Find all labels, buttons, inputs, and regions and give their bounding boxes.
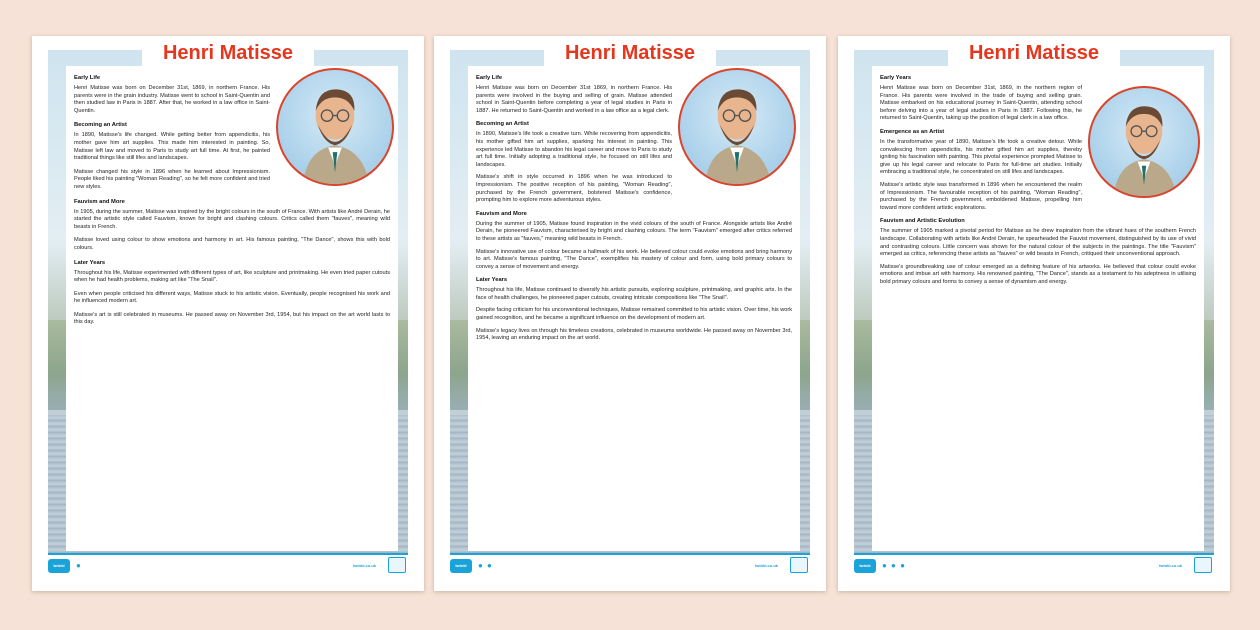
section-heading: Fauvism and Artistic Evolution	[880, 218, 965, 225]
section-heading: Becoming an Artist	[476, 121, 529, 128]
worksheet-page-1	[32, 36, 424, 591]
section-heading: Later Years	[74, 259, 106, 266]
page-title: Henri Matisse	[544, 40, 716, 66]
matisse-portrait-icon	[678, 68, 796, 186]
paragraph: Matisse's legacy lives on through his timeless creations, celebrated in museums worldwide. He passed away on November 3rd, 1954, leaving an enduring impact on the art world.	[476, 327, 792, 342]
paragraph: In 1890, Matisse's life changed. While getting better from appendicitis, his mother gave him art supplies. This made him interested in painting. So, Matisse left law and moved to Paris to study art full time. At first, he painted traditional things like still lifes and landscapes.	[74, 132, 270, 162]
difficulty-dots: ● ●	[478, 561, 493, 570]
badge-icon	[388, 557, 406, 573]
paragraph: Even when people criticised his different ways, Matisse stuck to his artistic vision. Eventually, people recognised his work and he influenced modern art.	[74, 290, 390, 305]
page-footer	[48, 553, 408, 577]
section-heading: Early Years	[880, 75, 912, 81]
section-heading: Early Life	[476, 75, 503, 81]
twinkl-logo: twinkl	[48, 559, 70, 573]
text-panel	[468, 66, 800, 551]
site-link: twinkl.co.uk	[353, 563, 376, 568]
site-link: twinkl.co.uk	[1159, 563, 1182, 568]
page-title: Henri Matisse	[948, 40, 1120, 66]
twinkl-logo: twinkl	[450, 559, 472, 573]
paragraph: In the transformative year of 1890, Matisse's life took a creative detour. While convalescing from appendicitis, his mother gifted him art supplies, thereby igniting his fascination with painting. This pivotal experience prompted Matisse to give up his legal career and relocate to Paris for full-time art studies. Initially embracing a traditional style, he concentrated on still lifes and landscapes.	[880, 138, 1082, 176]
section-heading: Early Life	[74, 75, 101, 81]
page-footer	[854, 553, 1214, 577]
paragraph: Henri Matisse was born on December 31st 1869, in northern France. His parents were involved in the buying and selling of grain. Matisse attended school in Saint-Quentin before completing a year of legal studies in Paris in 1887. He returned to Saint-Quentin and worked in a law office as a legal clerk.	[476, 85, 672, 114]
difficulty-dots: ● ● ●	[882, 561, 906, 570]
paragraph: Matisse's innovative use of colour became a hallmark of his work. He believed colour could evoke emotions and bring harmony to art. Matisse's famous painting, "The Dance", exemplifies his mastery of colour and form, using bold primary colours to convey a sense of movement and energy.	[476, 248, 792, 270]
section-heading: Emergence as an Artist	[880, 128, 945, 135]
difficulty-dots: ●	[76, 561, 82, 570]
text-panel	[872, 66, 1204, 551]
paragraph: Matisse loved using colour to show emotions and harmony in art. His famous painting, "The Dance", shows this with bold colours.	[74, 237, 390, 251]
worksheet-page-2	[434, 36, 826, 591]
badge-icon	[790, 557, 808, 573]
section-heading: Fauvism and More	[74, 198, 125, 205]
paragraph: Despite facing criticism for his unconventional techniques, Matisse remained committed to his artistic vision. Over time, his work gained recognition, and he became a significant influence on the development of modern art.	[476, 307, 792, 322]
section-heading: Later Years	[476, 277, 508, 284]
matisse-portrait-icon	[276, 68, 394, 186]
paragraph: Henri Matisse was born on December 31st, 1869, in northern France. His parents were in the grain industry. Matisse went to school in Saint-Quentin and then studied law in Paris in 1887. After that, he worked in a law office in Saint-Quentin.	[74, 85, 270, 114]
paragraph: Matisse's groundbreaking use of colour emerged as a defining feature of his artworks. He believed that colour could evoke emotions and imbue art with harmony. His renowned painting, "The Dance", stands as a testament to his adeptness in utilising bold primary colours and forms to convey a sense of dynamism and energy.	[880, 263, 1196, 285]
paragraph: Henri Matisse was born on December 31st, 1869, in the northern region of France. His parents were involved in the trade of buying and selling grain. Matisse embarked on his educational journey in Saint-Quentin, attending school before delving into a year of legal studies in Paris in 1887. Following this, he returned to Saint-Quentin, taking up the position of legal clerk in a law office.	[880, 85, 1082, 122]
page-title: Henri Matisse	[142, 40, 314, 66]
matisse-portrait-icon	[1088, 86, 1200, 198]
paragraph: The summer of 1905 marked a pivotal period for Matisse as he drew inspiration from the vibrant hues of the southern French landscape. Collaborating with artists like André Derain, he spearheaded the Fauvist movement, distinguished by its use of vivid and contrasting colours. Little concern was shown for the natural colour of the subjects in the paintings. The title "Fauvism" emerged as critics, referencing these artists as "fauves" or wild beasts in French, critiqued their unconventional approach.	[880, 228, 1196, 258]
paragraph: Matisse changed his style in 1896 when he learned about Impressionism. People liked his painting "Woman Reading", so he felt more confident and tried new styles.	[74, 168, 270, 190]
badge-icon	[1194, 557, 1212, 573]
paragraph: Throughout his life, Matisse continued to diversify his artistic pursuits, exploring sculpture, printmaking, and graphic arts. In the face of health challenges, he pioneered paper cutouts, creating intricate compositions like "The Snail".	[476, 287, 792, 301]
paragraph: Throughout his life, Matisse experimented with different types of art, like sculpture and printmaking. He even tried paper cutouts when he had health problems, making art like "The Snail".	[74, 269, 390, 284]
paragraph: During the summer of 1905, Matisse found inspiration in the vivid colours of the south of France. Alongside artists like André Derain, he pioneered Fauvism, characterised by bright and clashing colours. The term "Fauvism" emerged after critics referred to these artists as "fauves," meaning wild beasts in French.	[476, 220, 792, 242]
section-heading: Becoming an Artist	[74, 122, 127, 129]
paragraph: In 1905, during the summer, Matisse was inspired by the bright colours in the south of France. With artists like André Derain, he started the artistic style called Fauvism, known for bright and clashing colours. Critics called them "fauves", meaning wild beasts in French.	[74, 208, 390, 230]
paragraph: Matisse's shift in style occurred in 1896 when he was introduced to Impressionism. The positive reception of his painting, "Woman Reading", purchased by the French government, bolstered Matisse's confidence, prompting him to explore more adventurous styles.	[476, 174, 672, 204]
paragraph: Matisse's artistic style was transformed in 1896 when he encountered the realm of Impressionism. The favourable reception of his painting, "Woman Reading", purchased by the French government, emboldened Matisse, propelling him toward more confident artistic explorations.	[880, 181, 1082, 211]
text-panel	[66, 66, 398, 551]
paragraph: In 1890, Matisse's life took a creative turn. While recovering from appendicitis, his mother gifted him art supplies, sparking his interest in painting. This experience led Matisse to abandon his legal career and move to Paris to study art full time. Initially adopting a traditional style, he focused on still lifes and landscapes.	[476, 131, 672, 168]
worksheet-page-3	[838, 36, 1230, 591]
twinkl-logo: twinkl	[854, 559, 876, 573]
page-footer	[450, 553, 810, 577]
section-heading: Fauvism and More	[476, 210, 527, 217]
site-link: twinkl.co.uk	[755, 563, 778, 568]
paragraph: Matisse's art is still celebrated in museums. He passed away on November 3rd, 1954, but his impact on the art world lasts to this day.	[74, 311, 390, 326]
